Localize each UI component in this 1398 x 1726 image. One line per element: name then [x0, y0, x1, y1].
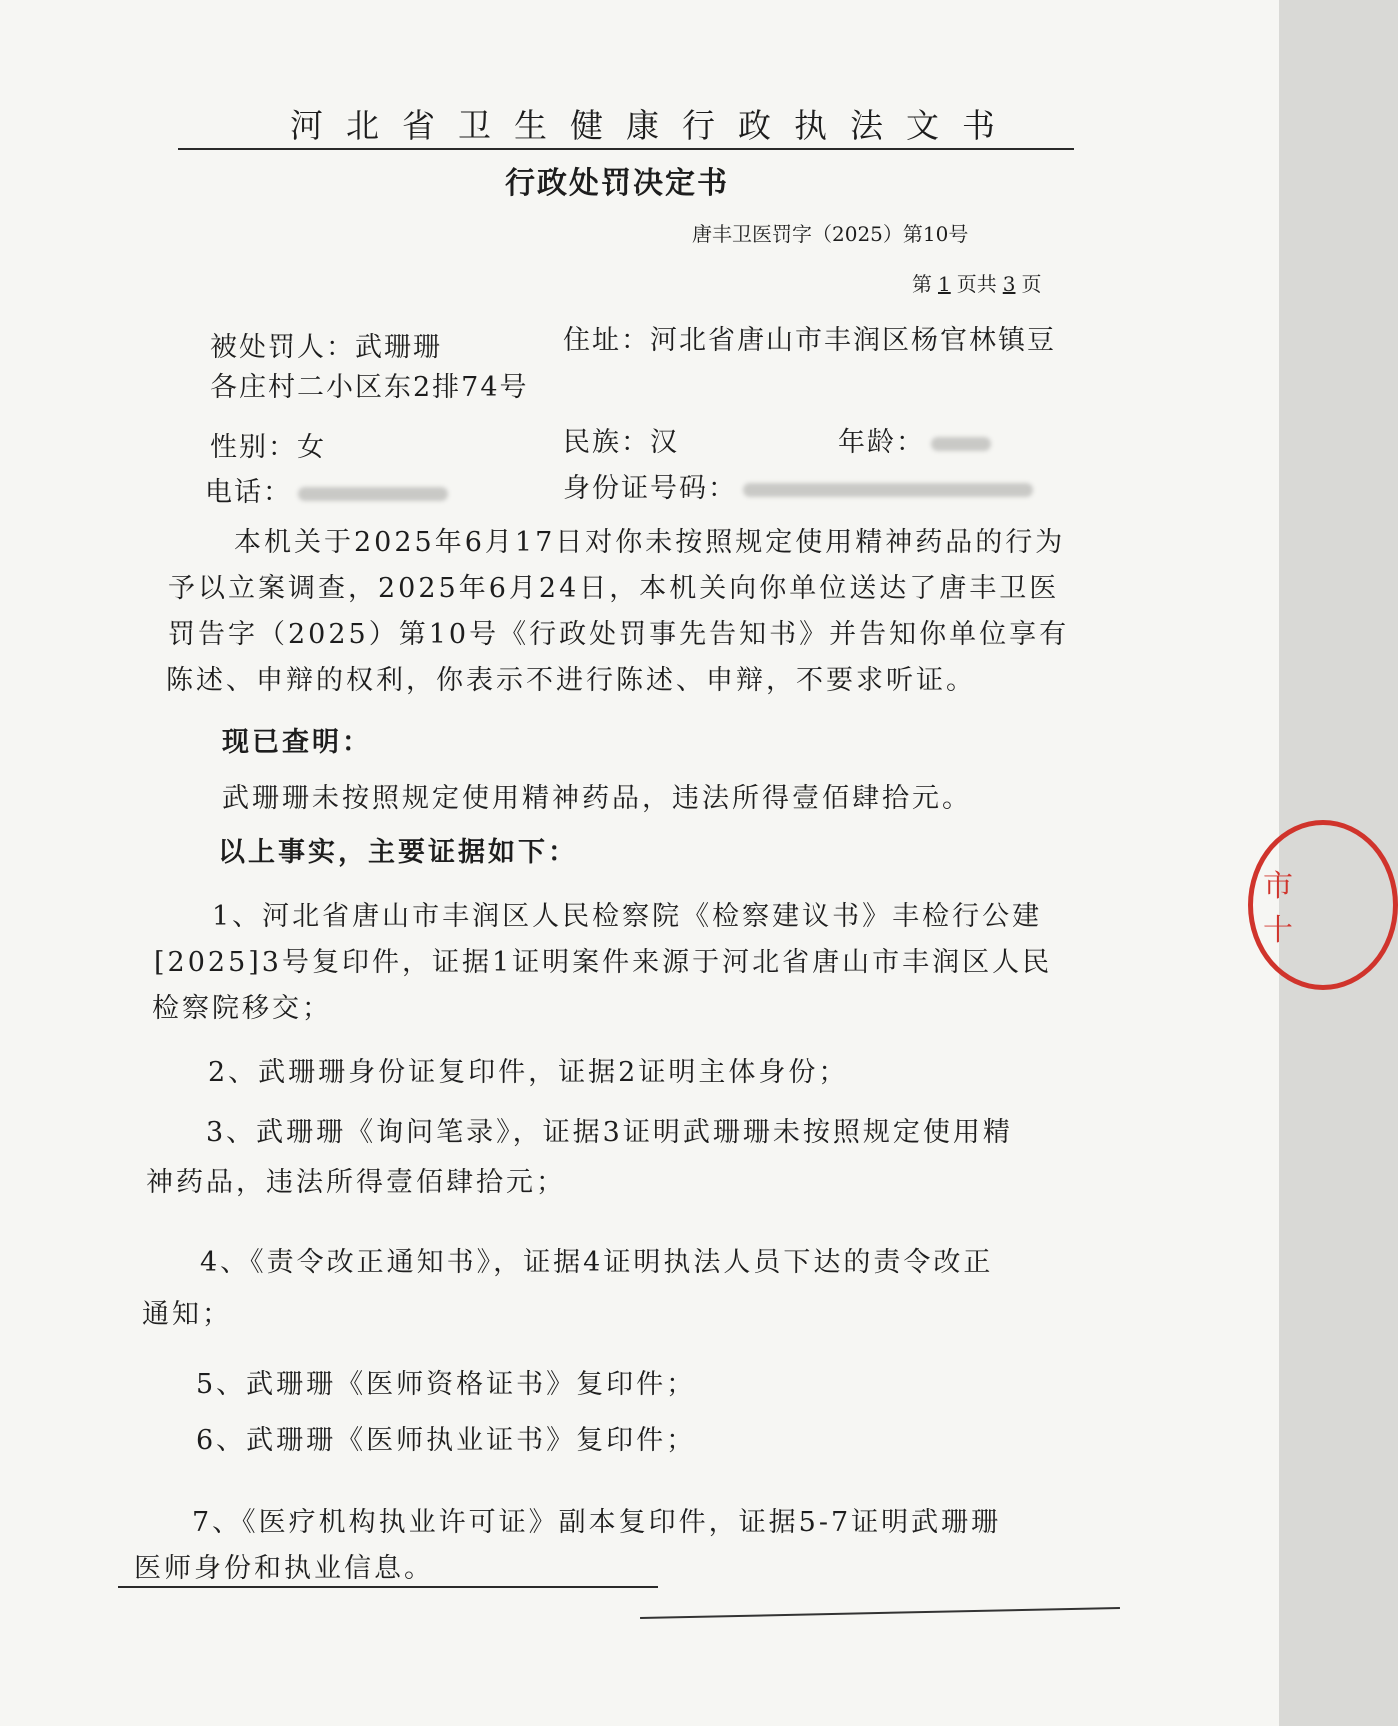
- party-address-line2: 各庄村二小区东2排74号: [210, 372, 529, 403]
- evidence-item-7: 7、《医疗机构执业许可证》副本复印件，证据5-7证明武珊珊: [192, 1507, 1002, 1538]
- party-address: [563, 318, 1056, 357]
- party-name-label: 被处罚人：: [210, 332, 355, 363]
- party-address-label: 住址：: [563, 325, 650, 356]
- evidence-item-6: 6、武珊珊《医师执业证书》复印件；: [196, 1425, 697, 1456]
- intro-line: 陈述、申辩的权利，你表示不进行陈述、申辩，不要求听证。: [166, 665, 976, 696]
- header-divider: [178, 148, 1074, 150]
- bottom-divider: [118, 1586, 658, 1588]
- redacted-id-number: [743, 483, 1033, 497]
- party-name-value: 武珊珊: [355, 332, 442, 363]
- page-suffix: 页: [1021, 272, 1042, 296]
- party-gender-value: 女: [297, 432, 326, 463]
- seal-glyph: 市: [1263, 869, 1293, 904]
- party-ethnicity-value: 汉: [650, 427, 679, 458]
- evidence-item-1: 1、河北省唐山市丰润区人民检察院《检察建议书》丰检行公建: [212, 901, 1043, 932]
- party-id: [563, 466, 1033, 505]
- page-counter: [912, 268, 1041, 297]
- intro-line: 罚告字（2025）第10号《行政处罚事先告知书》并告知你单位享有: [168, 619, 1070, 650]
- party-ethnicity-label: 民族：: [563, 427, 650, 458]
- evidence-item-1: [2025]3号复印件，证据1证明案件来源于河北省唐山市丰润区人民: [154, 947, 1053, 978]
- page-mid: 页共: [956, 272, 997, 296]
- evidence-item-5: 5、武珊珊《医师资格证书》复印件；: [196, 1369, 697, 1400]
- document-number: 唐丰卫医罚字（2025）第10号: [692, 222, 969, 246]
- party-age-label: 年龄：: [838, 427, 925, 458]
- party-address-line1: 河北省唐山市丰润区杨官林镇豆: [650, 325, 1056, 356]
- evidence-item-2: 2、武珊珊身份证复印件，证据2证明主体身份；: [208, 1057, 849, 1088]
- evidence-item-7: 医师身份和执业信息。: [134, 1553, 434, 1584]
- party-id-label: 身份证号码：: [563, 473, 737, 504]
- party-gender: [210, 425, 326, 464]
- seal-glyph: 十: [1263, 913, 1293, 948]
- seal-text: [1263, 865, 1293, 953]
- party-ethnicity: [563, 420, 679, 459]
- redacted-age: [931, 437, 991, 451]
- evidence-item-4: 4、《责令改正通知书》，证据4证明执法人员下达的责令改正: [200, 1247, 994, 1278]
- findings-content: 武珊珊未按照规定使用精神药品，违法所得壹佰肆拾元。: [222, 783, 972, 814]
- redacted-phone: [298, 487, 448, 501]
- party-gender-label: 性别：: [210, 432, 297, 463]
- evidence-item-3: 3、武珊珊《询问笔录》，证据3证明武珊珊未按照规定使用精: [206, 1117, 1013, 1148]
- evidence-item-1: 检察院移交；: [152, 993, 332, 1024]
- intro-line: 予以立案调查，2025年6月24日，本机关向你单位送达了唐丰卫医: [168, 573, 1060, 604]
- findings-heading: 现已查明：: [222, 727, 372, 758]
- party-phone-label: 电话：: [205, 477, 292, 508]
- official-seal: [1248, 820, 1398, 990]
- party-age: [838, 420, 991, 459]
- page-current: 1: [938, 272, 951, 296]
- page-total: 3: [1002, 272, 1016, 296]
- bottom-divider: [640, 1607, 1120, 1619]
- document-title: 行政处罚决定书: [505, 166, 729, 201]
- evidence-item-4: 通知；: [142, 1299, 232, 1330]
- evidence-heading: 以上事实，主要证据如下：: [218, 837, 578, 868]
- party-name: [210, 325, 442, 364]
- page-prefix: 第: [912, 272, 932, 296]
- evidence-item-3: 神药品，违法所得壹佰肆拾元；: [146, 1167, 566, 1198]
- party-phone: [205, 470, 448, 509]
- intro-line: 本机关于2025年6月17日对你未按照规定使用精神药品的行为: [234, 527, 1066, 558]
- header-title: 河北省卫生健康行政执法文书: [290, 106, 1018, 145]
